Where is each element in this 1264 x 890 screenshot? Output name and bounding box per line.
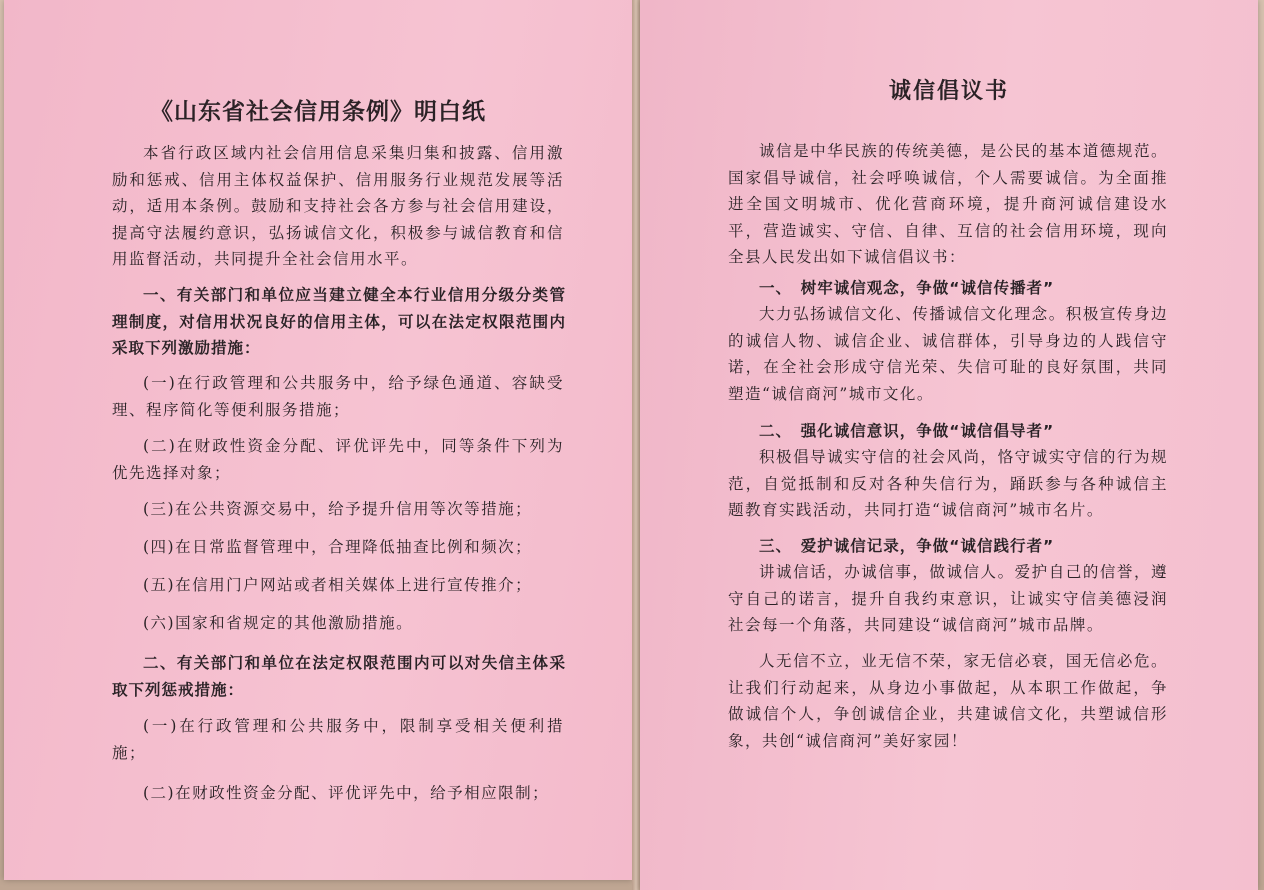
page-fold-gap bbox=[632, 0, 640, 890]
right-section-heading: 一、 树牢诚信观念，争做“诚信传播者” bbox=[759, 279, 1055, 297]
right-section-body: 讲诚信话，办诚信事，做诚信人。爱护自己的信誉，遵守自己的诺言，提升自我约束意识，让诚实守信美德浸润社会每一个角落，共同建设“诚信商河”城市品牌。 bbox=[728, 563, 1168, 634]
left-section2-heading: 二、有关部门和单位在法定权限范围内可以对失信主体采取下列惩戒措施： bbox=[112, 654, 566, 699]
incentive-item: (一)在行政管理和公共服务中，给予绿色通道、容缺受理、程序简化等便利服务措施； bbox=[112, 374, 564, 419]
left-intro-paragraph: 本省行政区域内社会信用信息采集归集和披露、信用激励和惩戒、信用主体权益保护、信用服务行业规范发展等活动，适用本条例。鼓励和支持社会各方参与社会信用建设，提高守法履约意识，弘扬诚信文化，积极参与诚信教育和信用监督活动，共同提升全社会信用水平。 bbox=[112, 144, 564, 268]
penalty-item: (一)在行政管理和公共服务中，限制享受相关便利措施； bbox=[112, 717, 564, 762]
right-paper-sheet bbox=[640, 0, 1258, 890]
left-document-title: 《山东省社会信用条例》明白纸 bbox=[150, 98, 486, 125]
right-intro-paragraph: 诚信是中华民族的传统美德，是公民的基本道德规范。国家倡导诚信，社会呼唤诚信，个人需要诚信。为全面推进全国文明城市、优化营商环境，提升商河诚信建设水平，营造诚实、守信、自律、互信的社会信用环境，现向全县人民发出如下诚信倡议书： bbox=[728, 142, 1168, 266]
penalty-item: (二)在财政性资金分配、评优评先中，给予相应限制； bbox=[143, 784, 550, 802]
incentive-item: (四)在日常监督管理中，合理降低抽查比例和频次； bbox=[143, 538, 533, 556]
incentive-item: (二)在财政性资金分配、评优评先中，同等条件下列为优先选择对象； bbox=[112, 437, 564, 482]
right-document-title: 诚信倡议书 bbox=[888, 79, 1009, 104]
right-section-body: 大力弘扬诚信文化、传播诚信文化理念。积极宣传身边的诚信人物、诚信企业、诚信群体，引导身边的人践信守诺，在全社会形成守信光荣、失信可耻的良好氛围，共同塑造“诚信商河”城市文化。 bbox=[728, 305, 1168, 403]
incentive-item: (三)在公共资源交易中，给予提升信用等次等措施； bbox=[143, 500, 533, 518]
left-section1-heading: 一、有关部门和单位应当建立健全本行业信用分级分类管理制度，对信用状况良好的信用主体，可以在法定权限范围内采取下列激励措施： bbox=[112, 286, 566, 357]
left-paper-sheet bbox=[4, 0, 632, 880]
right-section-heading: 三、 爱护诚信记录，争做“诚信践行者” bbox=[759, 537, 1055, 555]
incentive-item: (六)国家和省规定的其他激励措施。 bbox=[143, 614, 414, 632]
right-closing-paragraph: 人无信不立，业无信不荣，家无信必衰，国无信必危。让我们行动起来，从身边小事做起，从本职工作做起，争做诚信个人，争创诚信企业，共建诚信文化，共塑诚信形象，共创“诚信商河”美好家园！ bbox=[728, 652, 1168, 750]
right-section-heading: 二、 强化诚信意识，争做“诚信倡导者” bbox=[759, 422, 1055, 440]
incentive-item: (五)在信用门户网站或者相关媒体上进行宣传推介； bbox=[143, 576, 533, 594]
right-section-body: 积极倡导诚实守信的社会风尚，恪守诚实守信的行为规范，自觉抵制和反对各种失信行为，踊跃参与各种诚信主题教育实践活动，共同打造“诚信商河”城市名片。 bbox=[728, 448, 1168, 519]
